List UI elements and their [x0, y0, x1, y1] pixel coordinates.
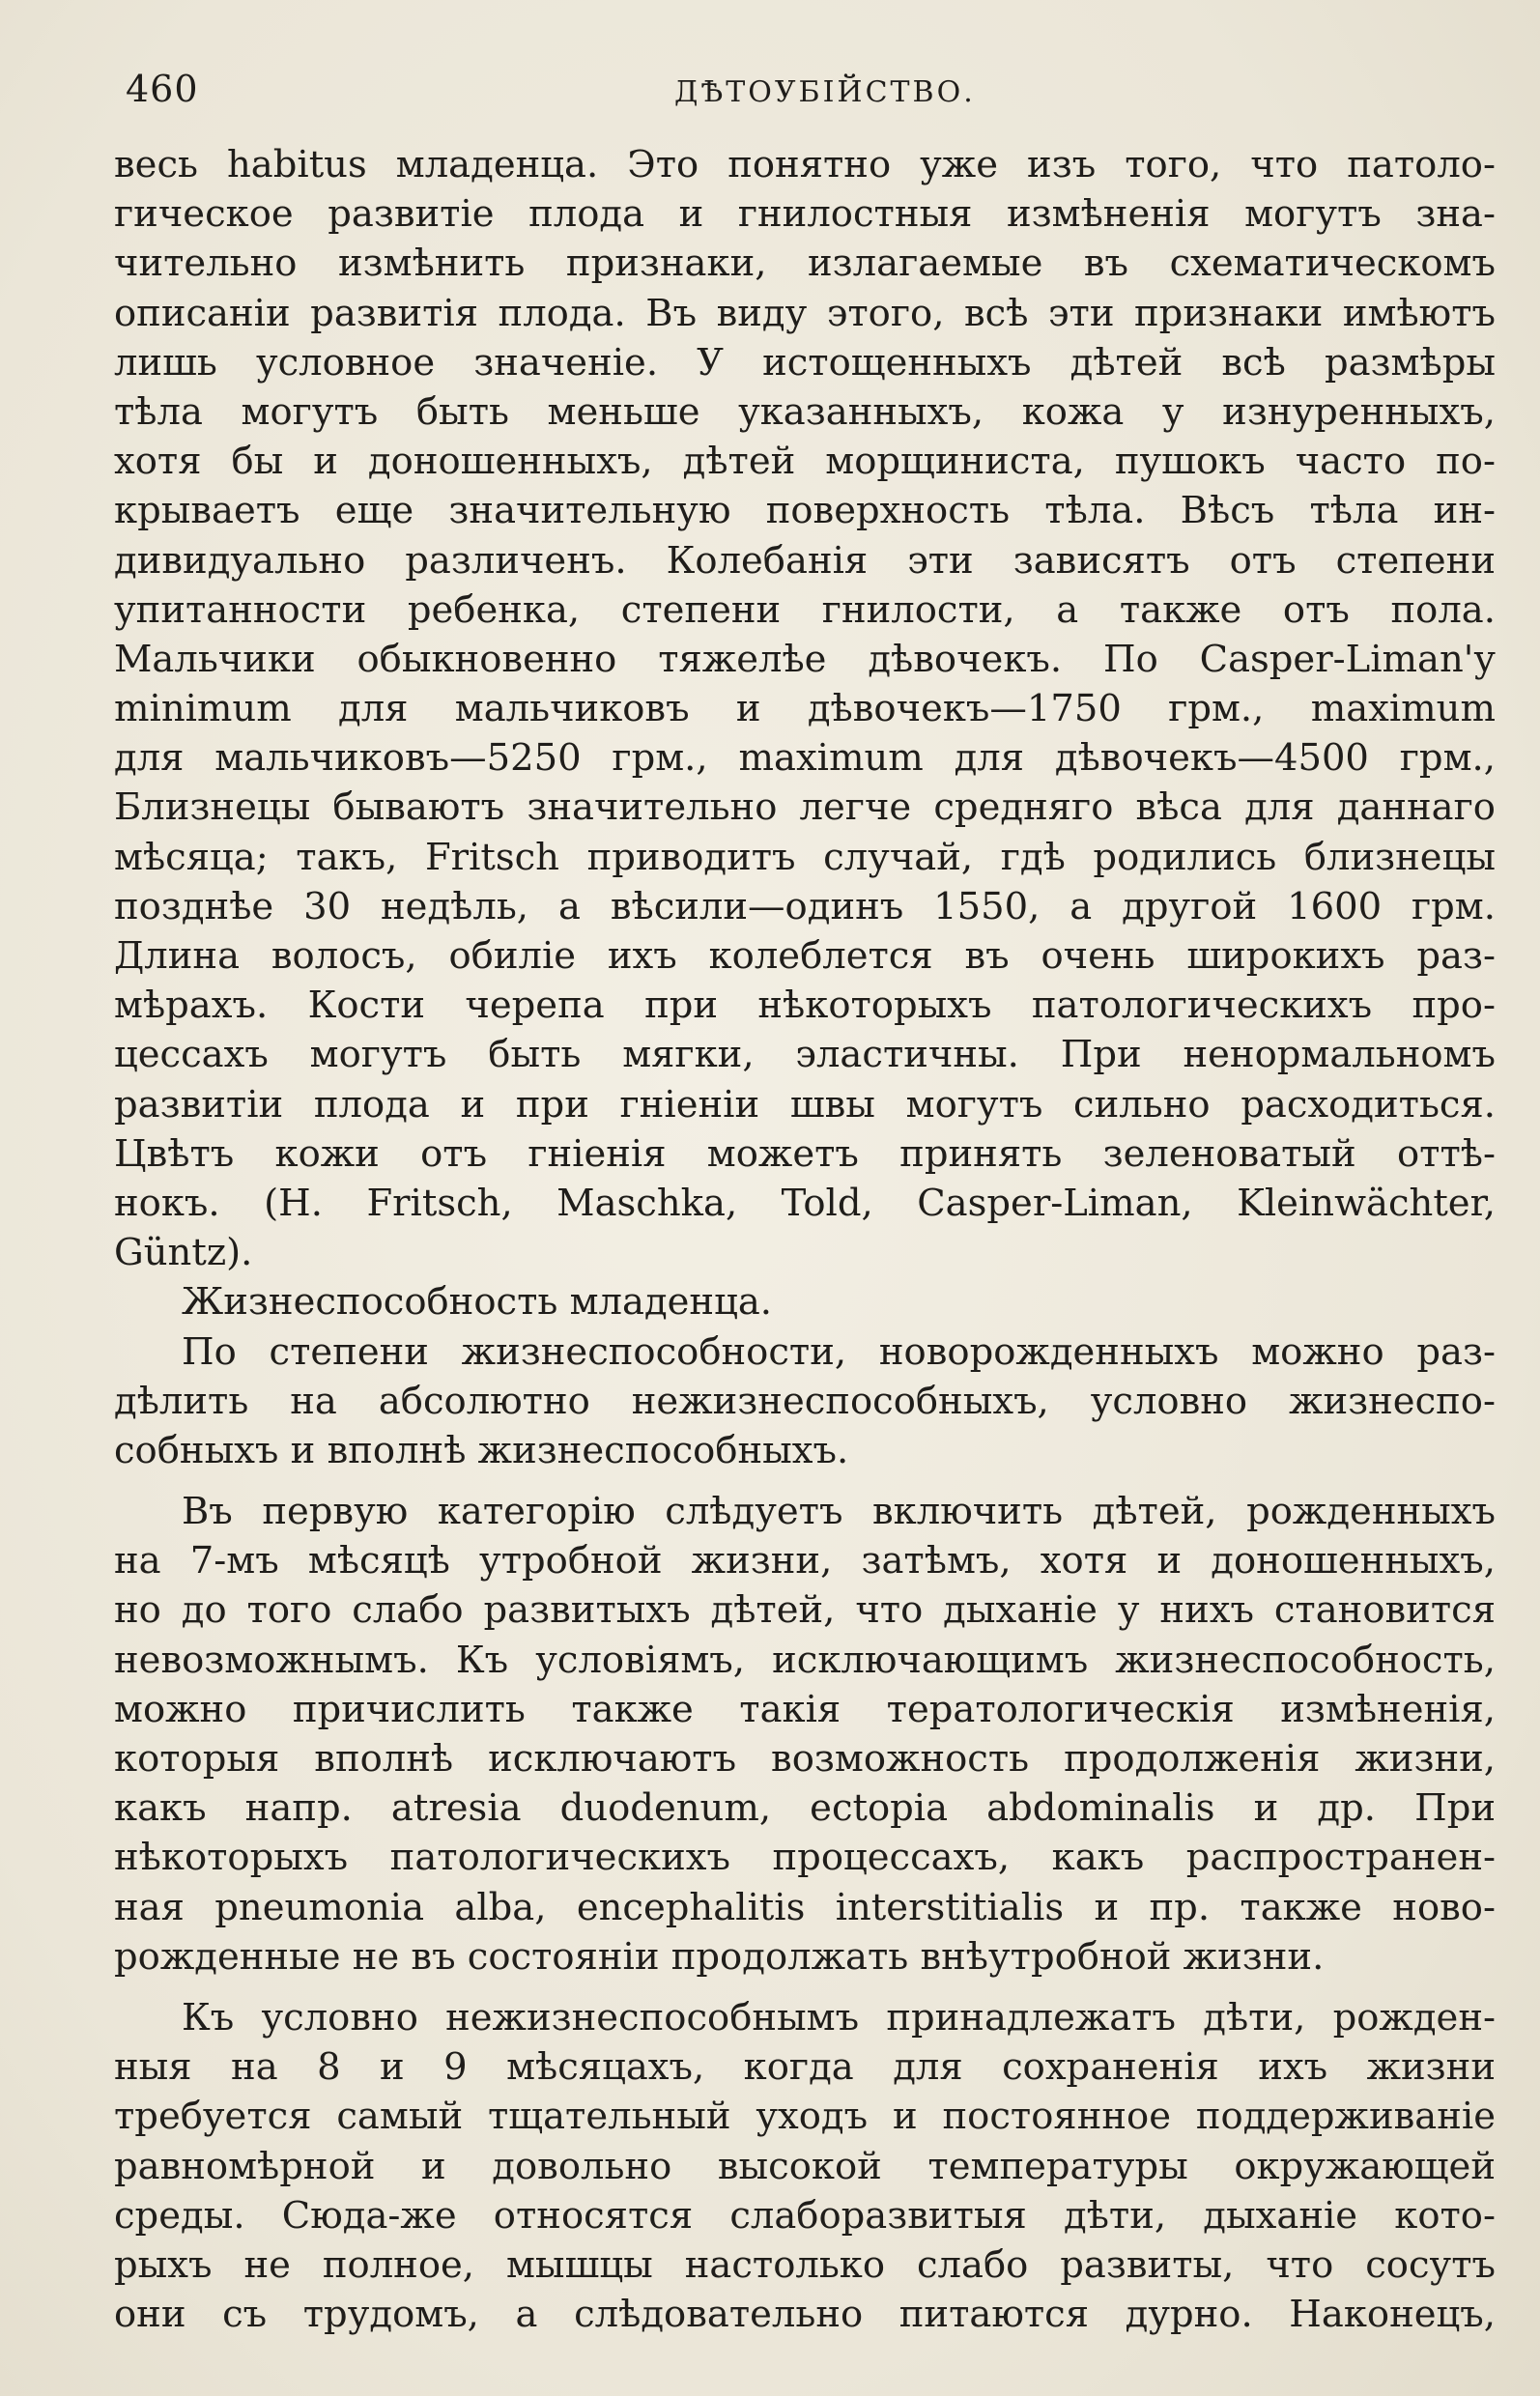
text-line: Güntz). — [114, 1231, 253, 1275]
text-line: ныя на 8 и 9 мѣсяцахъ, когда для сохраненія ихъ жизни — [114, 2045, 1496, 2090]
text-line: хотя бы и доношенныхъ, дѣтей морщиниста, пушокъ часто по- — [114, 440, 1496, 484]
text-line: мѣсяца; такъ, Fritsch приводитъ случай, гдѣ родились близнецы — [114, 835, 1496, 879]
page-number: 460 — [126, 68, 199, 110]
text-line: рыхъ не полное, мышцы настолько слабо развиты, что сосутъ — [114, 2242, 1496, 2287]
text-line: дивидуально различенъ. Колебанія эти зависятъ отъ степени — [114, 538, 1496, 583]
text-line: чительно измѣнить признаки, излагаемые въ схематическомъ — [114, 242, 1496, 286]
text-line: нѣкоторыхъ патологическихъ процессахъ, какъ распространен- — [114, 1836, 1496, 1880]
running-title: ДѢТОУБІЙСТВО. — [674, 75, 976, 109]
text-line: лишь условное значеніе. У истощенныхъ дѣтей всѣ размѣры — [114, 340, 1496, 385]
body-text — [114, 140, 1496, 2339]
text-line: можно причислить также такія тератологическія измѣненія, — [114, 1687, 1496, 1731]
text-line: Мальчики обыкновенно тяжелѣе дѣвочекъ. По Casper-Liman'у — [114, 637, 1496, 681]
text-line: ная pneumonia alba, encephalitis interstitialis и пр. также ново- — [114, 1885, 1496, 1929]
text-line: на 7-мъ мѣсяцѣ утробной жизни, затѣмъ, хотя и доношенныхъ, — [114, 1539, 1496, 1583]
text-line: Длина волосъ, обиліе ихъ колеблется въ очень широкихъ раз- — [114, 934, 1496, 978]
text-line: нокъ. (H. Fritsch, Maschka, Told, Casper-Liman, Kleinwächter, — [114, 1181, 1496, 1225]
text-line: гическое развитіе плода и гнилостныя измѣненія могутъ зна- — [114, 192, 1496, 237]
text-line: цессахъ могутъ быть мягки, эластичны. При ненормальномъ — [114, 1033, 1496, 1077]
text-line: тѣла могутъ быть меньше указанныхъ, кожа у изнуренныхъ, — [114, 389, 1496, 434]
text-line: Къ условно нежизнеспособнымъ принадлежатъ дѣти, рожден- — [182, 1995, 1496, 2039]
text-line: minimum для мальчиковъ и дѣвочекъ—1750 грм., maximum — [114, 687, 1496, 731]
text-line: требуется самый тщательный уходъ и постоянное поддерживаніе — [114, 2095, 1496, 2139]
text-line: мѣрахъ. Кости черепа при нѣкоторыхъ патологическихъ про- — [114, 984, 1496, 1028]
text-line: развитіи плода и при гніеніи швы могутъ сильно расходиться. — [114, 1082, 1496, 1127]
text-line: крываетъ еще значительную поверхность тѣла. Вѣсъ тѣла ин- — [114, 489, 1496, 533]
text-line: По степени жизнеспособности, новорожденныхъ можно раз- — [182, 1329, 1496, 1374]
text-line: равномѣрной и довольно высокой температуры окружающей — [114, 2144, 1496, 2188]
text-line: для мальчиковъ—5250 грм., maximum для дѣвочекъ—4500 грм., — [114, 736, 1496, 781]
section-heading: Жизнеспособность младенца. — [182, 1280, 773, 1325]
text-line: среды. Сюда-же относятся слаборазвитыя дѣти, дыханіе кото- — [114, 2193, 1496, 2238]
text-line: Цвѣтъ кожи отъ гніенія можетъ принять зеленоватый оттѣ- — [114, 1131, 1496, 1176]
text-line: позднѣе 30 недѣль, а вѣсили—одинъ 1550, а другой 1600 грм. — [114, 884, 1496, 928]
text-line: но до того слабо развитыхъ дѣтей, что дыханіе у нихъ становится — [114, 1588, 1496, 1633]
text-line: Близнецы бываютъ значительно легче средняго вѣса для даннаго — [114, 785, 1496, 830]
text-line: которыя вполнѣ исключаютъ возможность продолженія жизни, — [114, 1737, 1496, 1781]
text-line: весь habitus младенца. Это понятно уже изъ того, что патоло- — [114, 143, 1496, 186]
text-line: рожденные не въ состояніи продолжать внѣутробной жизни. — [114, 1934, 1325, 1979]
text-line: собныхъ и вполнѣ жизнеспособныхъ. — [114, 1428, 849, 1472]
text-line: какъ напр. atresia duodenum, ectopia abdominalis и др. При — [114, 1786, 1496, 1831]
text-line: упитанности ребенка, степени гнилости, а также отъ пола. — [114, 587, 1496, 632]
text-line: описаніи развитія плода. Въ виду этого, всѣ эти признаки имѣютъ — [114, 291, 1496, 335]
page-header — [126, 68, 1497, 126]
text-line: невозможнымъ. Къ условіямъ, исключающимъ жизнеспособность, — [114, 1638, 1496, 1682]
text-line: Въ первую категорію слѣдуетъ включить дѣтей, рожденныхъ — [182, 1490, 1496, 1534]
text-line: они съ трудомъ, а слѣдовательно питаются дурно. Наконецъ, — [114, 2293, 1496, 2337]
text-line: дѣлить на абсолютно нежизнеспособныхъ, условно жизнеспо- — [114, 1379, 1496, 1423]
